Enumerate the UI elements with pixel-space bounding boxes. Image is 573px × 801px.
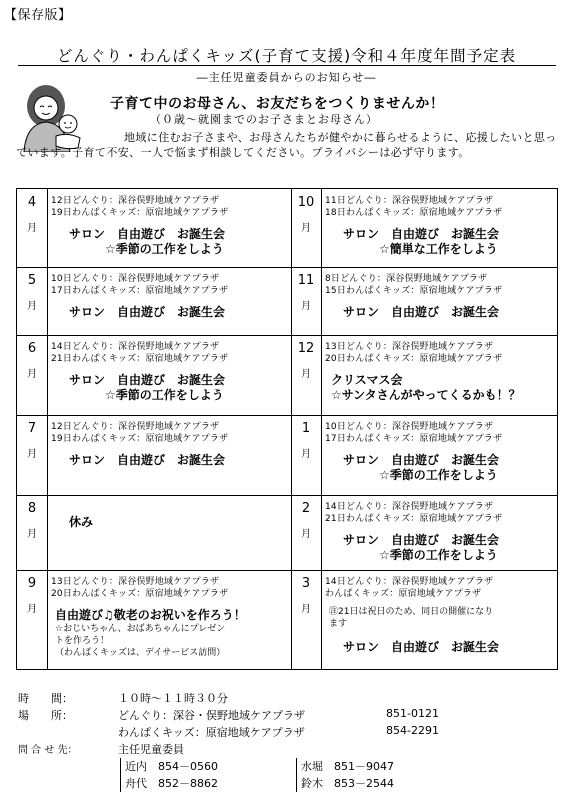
activity-text: 自由遊び♫敬老のお祝いを作ろう！	[55, 608, 246, 622]
month-cell	[47, 415, 291, 495]
month-number: 8	[27, 501, 37, 516]
archive-badge: 【保存版】	[4, 8, 72, 23]
month-number: 11	[297, 273, 315, 288]
month-kanji: 月	[301, 369, 311, 380]
activity-text: ☆季節の工作をしよう	[379, 548, 498, 562]
title-divider	[18, 65, 556, 66]
venue-line: 10日どんぐり：深谷俣野地域ケアプラザ	[51, 274, 220, 284]
venue-line: 14日どんぐり：深谷俣野地域ケアプラザ	[325, 502, 494, 512]
month-number: 7	[27, 421, 37, 436]
month-cell	[321, 570, 559, 671]
contact-group-left	[120, 758, 218, 792]
contact-suzuki: 鈴木 853－2544	[301, 777, 394, 790]
month-kanji: 月	[301, 604, 311, 615]
venue-line: 19日わんぱくキッズ：原宿地域ケアプラザ	[51, 208, 229, 218]
note-text: トを作ろう！	[55, 636, 110, 646]
venue-line: 12日どんぐり：深谷俣野地域ケアプラザ	[51, 422, 220, 432]
month-cell	[47, 495, 291, 570]
contact-label: 問 合 せ 先：	[18, 745, 78, 756]
activity-text: ☆サンタさんがやってくるかも！？	[331, 388, 521, 402]
activity-text: サロン 自由遊び お誕生会	[343, 453, 500, 467]
table-column-divider	[291, 189, 292, 669]
headline-subtext: （０歳～就園までのお子さまとお母さん）	[150, 113, 378, 126]
venue-line: 14日どんぐり：深谷俣野地域ケアプラザ	[51, 342, 220, 352]
activity-text: ☆季節の工作をしよう	[105, 242, 224, 256]
month-kanji: 月	[27, 369, 37, 380]
activity-text: サロン 自由遊び お誕生会	[343, 305, 500, 319]
month-number: 9	[27, 576, 37, 591]
month-cell	[321, 189, 559, 267]
month-kanji: 月	[301, 449, 311, 460]
month-number: 1	[301, 421, 311, 436]
month-cell	[321, 415, 559, 495]
activity-text: 休み	[69, 515, 94, 529]
month-cell	[321, 335, 559, 415]
note-text: ☆おじいちゃん、おばあちゃんにプレゼン	[55, 624, 226, 634]
month-kanji: 月	[27, 301, 37, 312]
month-number: 6	[27, 341, 37, 356]
venue-line: 15日わんぱくキッズ：原宿地域ケアプラザ	[325, 286, 503, 296]
time-label: 時 間：	[18, 692, 73, 705]
activity-text: ☆季節の工作をしよう	[105, 388, 224, 402]
venue-line: 13日どんぐり：深谷俣野地域ケアプラザ	[51, 577, 220, 587]
month-number: 5	[27, 273, 37, 288]
month-kanji: 月	[27, 604, 37, 615]
activity-text: サロン 自由遊び お誕生会	[69, 227, 226, 241]
venue-line: 14日どんぐり：深谷俣野地域ケアプラザ	[325, 577, 494, 587]
note-text: ㊟21日は祝日のため、同日の開催になり	[329, 607, 494, 617]
activity-text: ☆季節の工作をしよう	[379, 468, 498, 482]
venue-line: 20日わんぱくキッズ：原宿地域ケアプラザ	[51, 589, 229, 599]
venue-line: 18日わんぱくキッズ：原宿地域ケアプラザ	[325, 208, 503, 218]
activity-text: クリスマス会	[331, 373, 403, 387]
month-cell	[321, 495, 559, 570]
month-number: 2	[301, 501, 311, 516]
intro-text: 地域に住むお子さまや、お母さんたちが健やかに暮らせるように、応援したいと思っています。子育て不安、一人で悩まず相談してください。プライバシーは必ず守ります。	[16, 131, 557, 159]
contact-value: 主任児童委員	[118, 743, 184, 756]
place-dongri: どんぐり：深谷・俣野地域ケアプラザ	[118, 709, 305, 722]
venue-line: 21日わんぱくキッズ：原宿地域ケアプラザ	[325, 514, 503, 524]
venue-line: 17日わんぱくキッズ：原宿地域ケアプラザ	[51, 286, 229, 296]
activity-text: サロン 自由遊び お誕生会	[343, 533, 500, 547]
venue-line: わんぱくキッズ：原宿地域ケアプラザ	[325, 589, 482, 599]
activity-text: ☆簡単な工作をしよう	[379, 242, 498, 256]
note-text: ます	[329, 619, 348, 629]
contact-mizuhori: 水堀 851－9047	[301, 760, 394, 773]
place-wanpaku-tel: 854-2291	[386, 724, 439, 737]
month-kanji: 月	[301, 529, 311, 540]
contact-funashiro: 舟代 852－8862	[125, 777, 218, 790]
activity-text: サロン 自由遊び お誕生会	[343, 640, 500, 654]
month-cell	[47, 267, 291, 335]
venue-line: 11日どんぐり：深谷俣野地域ケアプラザ	[325, 196, 494, 206]
note-text: （わんぱくキッズは、デイサービス訪問）	[55, 648, 226, 658]
venue-line: 17日わんぱくキッズ：原宿地域ケアプラザ	[325, 434, 503, 444]
activity-text: サロン 自由遊び お誕生会	[69, 305, 226, 319]
time-value: １０時～１１時３０分	[118, 692, 228, 705]
place-wanpaku: わんぱくキッズ：原宿地域ケアプラザ	[118, 726, 305, 739]
place-dongri-tel: 851-0121	[386, 707, 439, 720]
venue-line: 10日どんぐり：深谷俣野地域ケアプラザ	[325, 422, 494, 432]
month-kanji: 月	[301, 223, 311, 234]
month-kanji: 月	[27, 449, 37, 460]
month-cell	[47, 570, 291, 671]
schedule-table	[16, 188, 558, 670]
venue-line: 21日わんぱくキッズ：原宿地域ケアプラザ	[51, 354, 229, 364]
venue-line: 12日どんぐり：深谷俣野地域ケアプラザ	[51, 196, 220, 206]
activity-text: サロン 自由遊び お誕生会	[69, 373, 226, 387]
month-number: 3	[301, 576, 311, 591]
venue-line: 20日わんぱくキッズ：原宿地域ケアプラザ	[325, 354, 503, 364]
month-cell	[321, 267, 559, 335]
month-number: 12	[297, 341, 315, 356]
contact-group-right	[296, 758, 394, 792]
venue-line: 19日わんぱくキッズ：原宿地域ケアプラザ	[51, 434, 229, 444]
month-number: 10	[297, 195, 315, 210]
headline: 子育て中のお母さん、お友だちをつくりませんか！	[110, 96, 445, 112]
place-label: 場 所：	[18, 709, 73, 722]
activity-text: サロン 自由遊び お誕生会	[343, 227, 500, 241]
month-cell	[47, 189, 291, 267]
venue-line: 13日どんぐり：深谷俣野地域ケアプラザ	[325, 342, 494, 352]
venue-line: 8日どんぐり：深谷俣野地域ケアプラザ	[325, 274, 488, 284]
page-subtitle: ―主任児童委員からのお知らせ―	[196, 71, 377, 84]
contact-kinnai: 近内 854－0560	[125, 760, 218, 773]
month-kanji: 月	[27, 529, 37, 540]
page-title: どんぐり・わんぱくキッズ(子育て支援)令和４年度年間予定表	[56, 47, 517, 65]
month-kanji: 月	[301, 301, 311, 312]
month-kanji: 月	[27, 223, 37, 234]
activity-text: サロン 自由遊び お誕生会	[69, 453, 226, 467]
month-number: 4	[27, 195, 37, 210]
month-cell	[47, 335, 291, 415]
